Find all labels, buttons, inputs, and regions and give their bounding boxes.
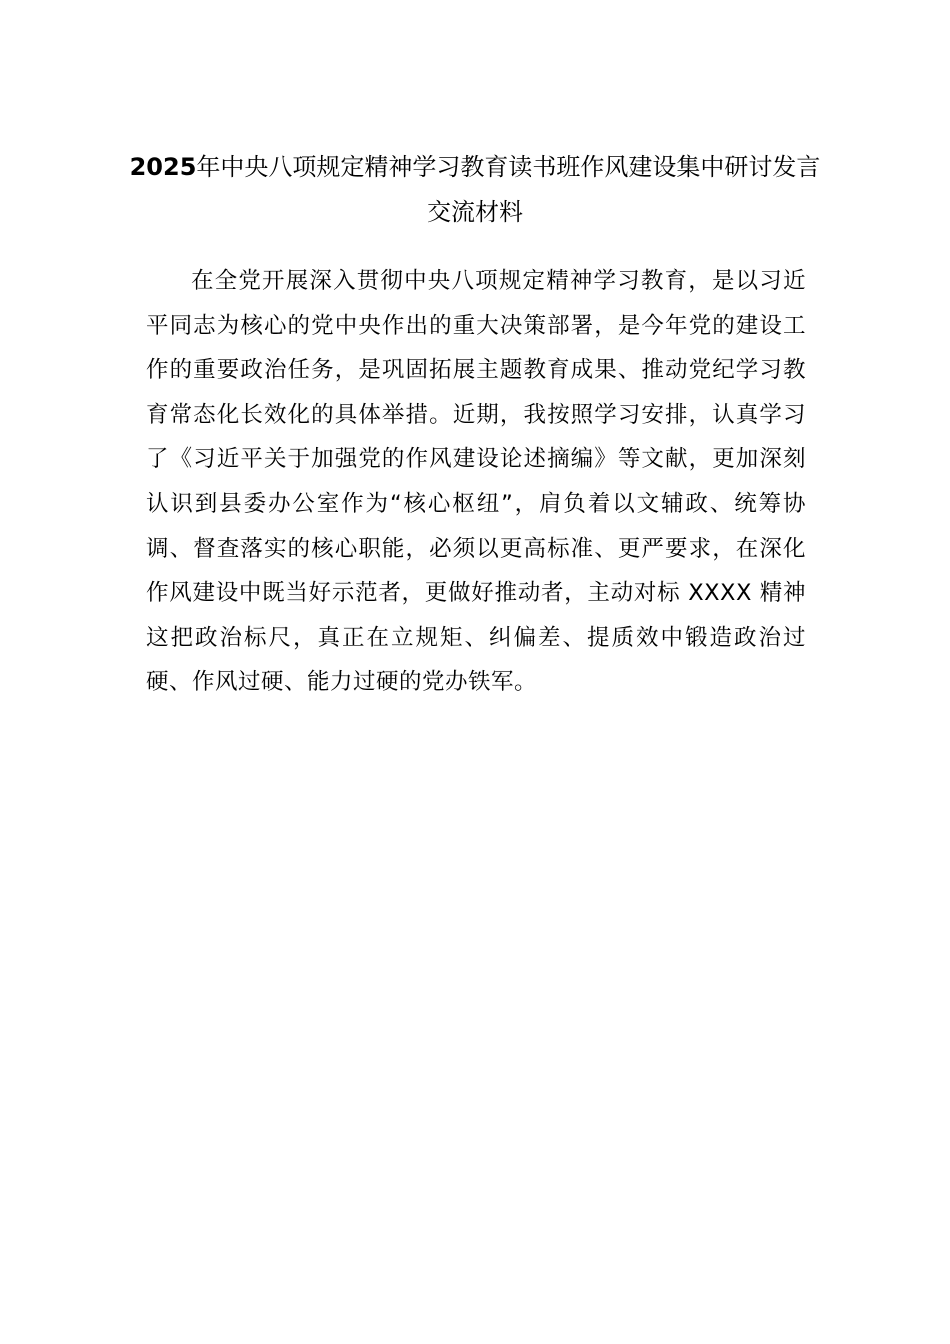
title-year: 2025 xyxy=(129,153,197,181)
body-paragraph: 在全党开展深入贯彻中央八项规定精神学习教育，是以习近平同志为核心的党中央作出的重大决策部署，是今年党的建设工作的重要政治任务，是巩固拓展主题教育成果、推动党纪学习教育常态化长效化的具体举措。近期，我按照学习安排，认真学习了《习近平关于加强党的作风建设论述摘编》等文献，更加深刻认识到县委办公室作为“核心枢纽”，肩负着以文辅政、统筹协调、督查落实的核心职能，必须以更高标准、更严要求，在深化作风建设中既当好示范者，更做好推动者，主动对标 XXXX 精神这把政治标尺，真正在立规矩、纠偏差、提质效中锻造政治过硬、作风过硬、能力过硬的党办铁军。 xyxy=(146,268,806,696)
document-title xyxy=(120,145,830,235)
title-text: 年中央八项规定精神学习教育读书班作风建设集中研讨发言交流材料 xyxy=(196,153,821,226)
